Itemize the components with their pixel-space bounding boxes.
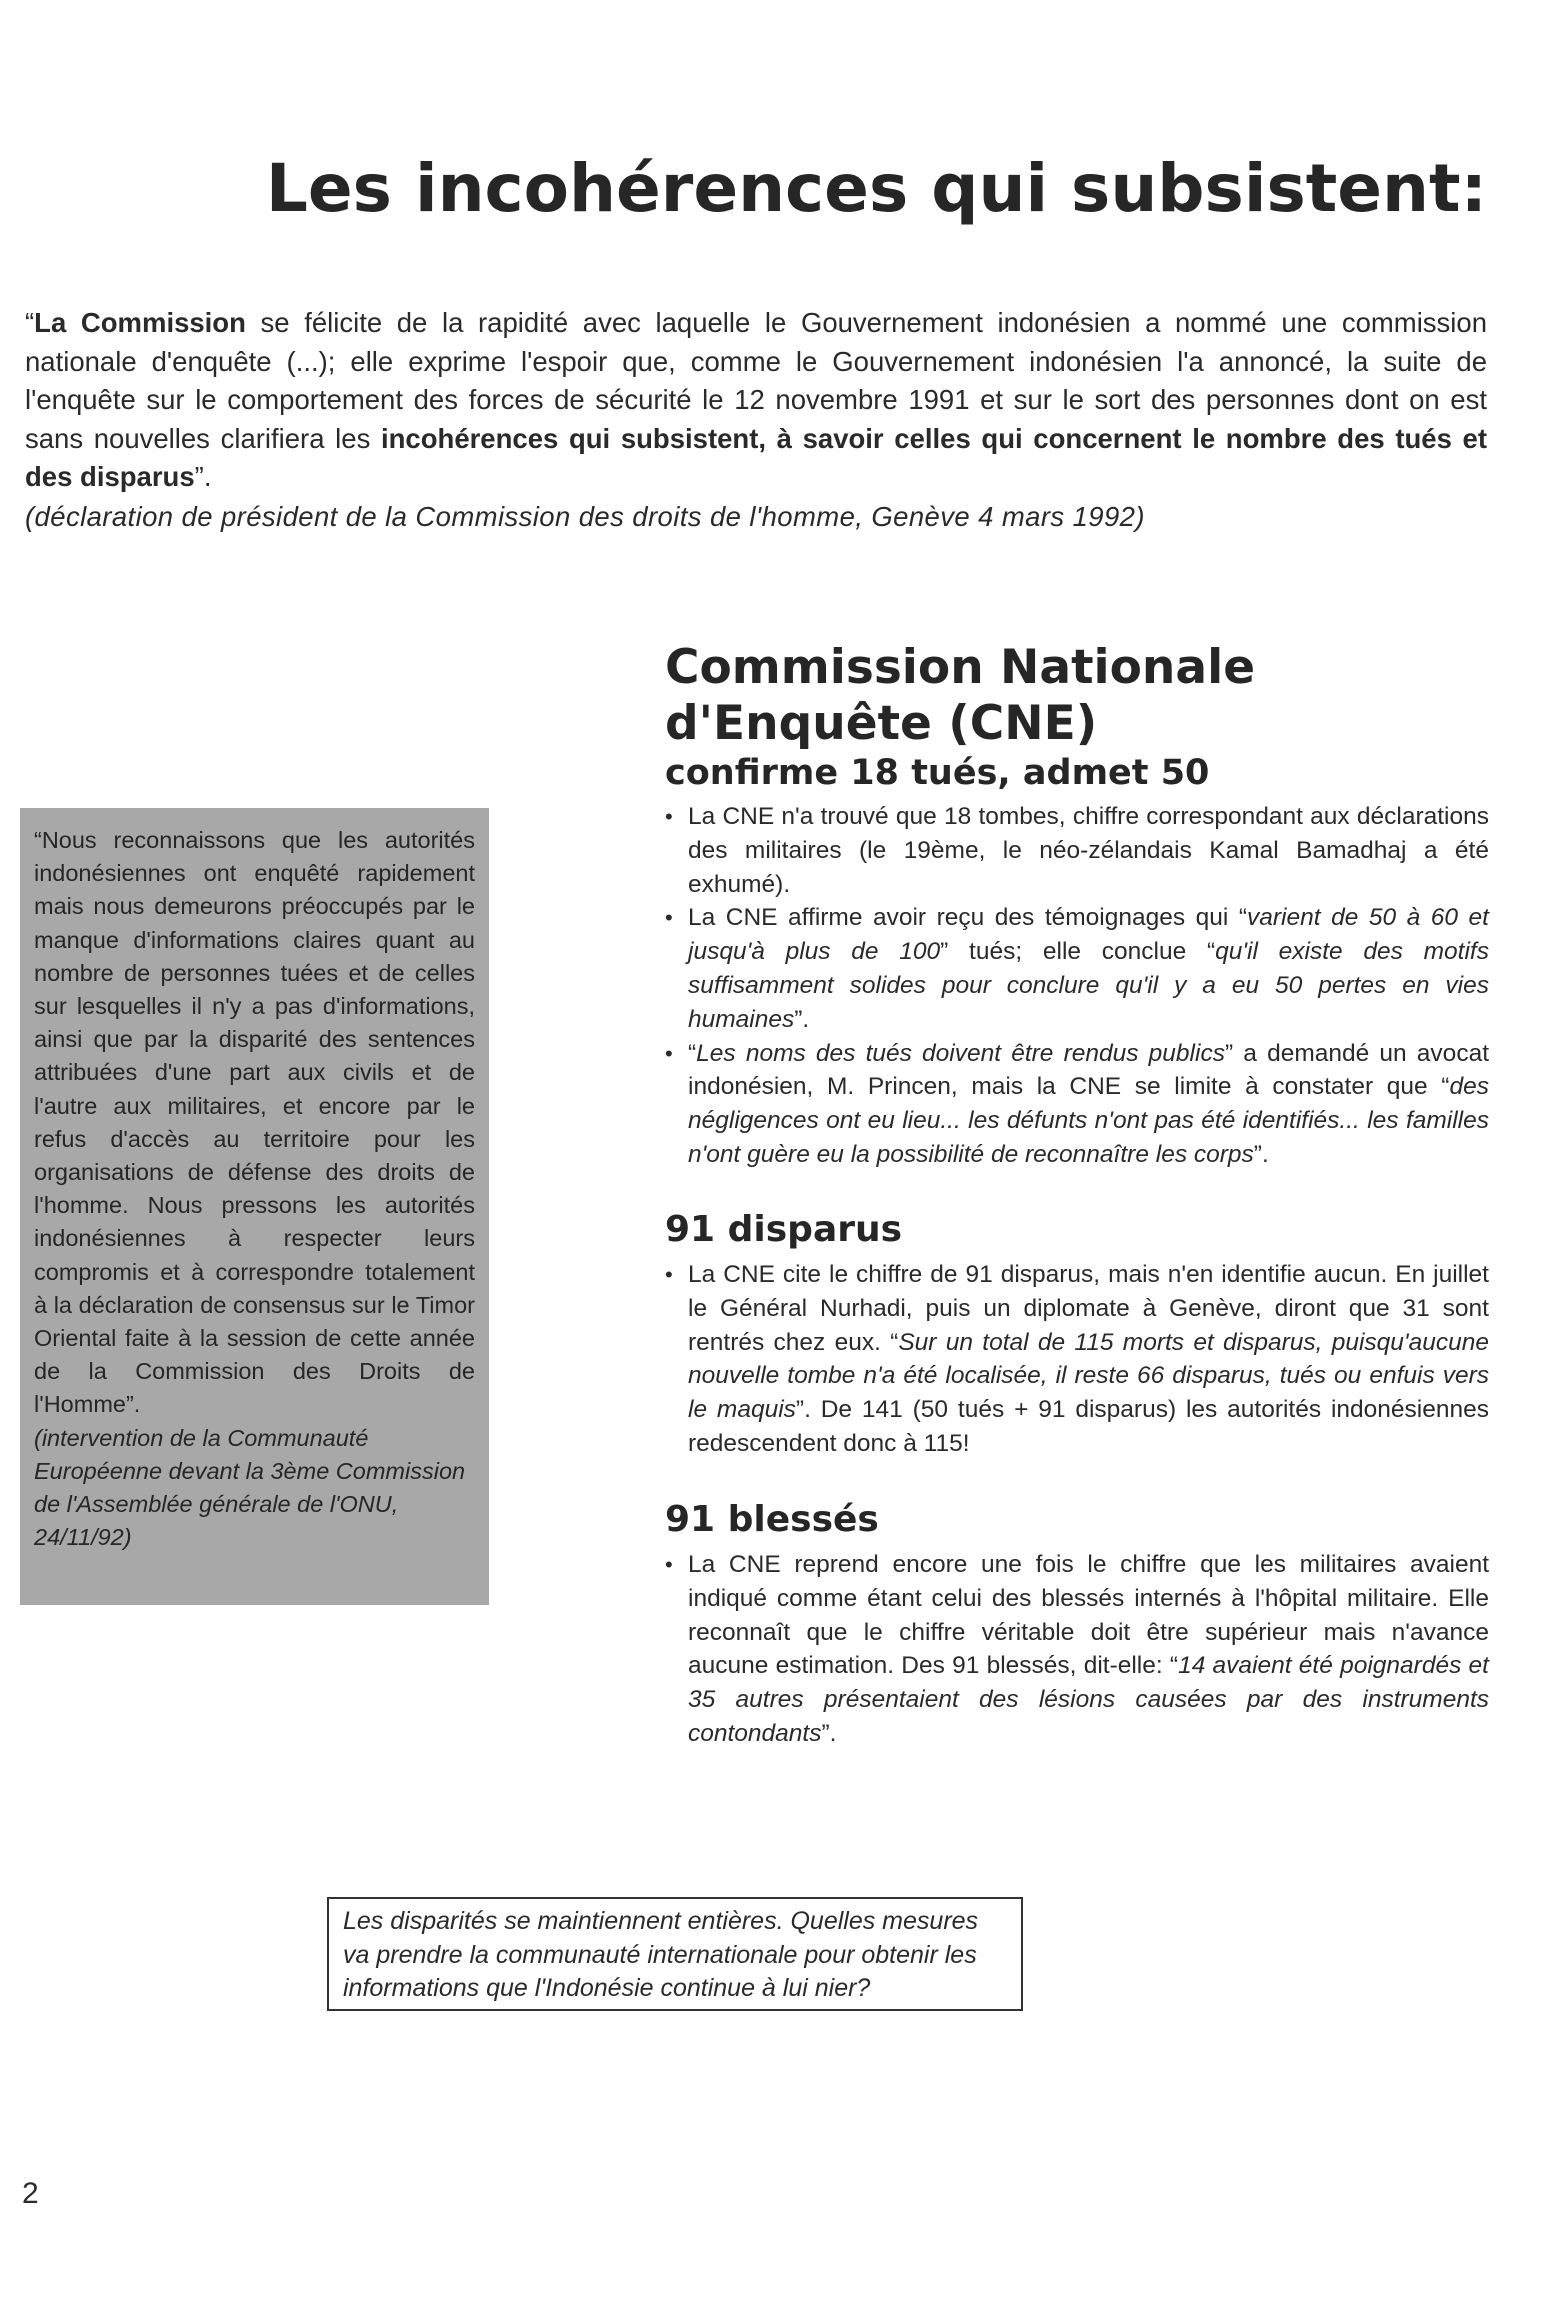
intro-source: (déclaration de président de la Commission des droits de l'homme, Genève 4 mars 1992) <box>25 501 1145 532</box>
list-item: • La CNE reprend encore une fois le chiffre que les militaires avaient indiqué comme étant celui des blessés internés à l'hôpital militaire. Elle reconnaît que le chiffre véritable doit être supérieur mais n'avance aucune estimation. Des 91 blessés, dit-elle: “14 avaient été poignardés et 35 autres présentaient des lésions causées par des instruments contondants”. <box>665 1548 1489 1751</box>
intro-paragraph: “La Commission se félicite de la rapidité avec laquelle le Gouvernement indonésien a nommé une commission nationale d'enquête (...); elle exprime l'espoir que, comme le Gouvernement indonésien l'a annoncé, la suite de l'enquête sur le comportement des forces de sécurité le 12 novembre 1991 et sur le sort des personnes dont on est sans nouvelles clarifiera les incohérences qui subsistent, à savoir celles qui concernent le nombre des tués et des disparus”. <box>25 307 1487 492</box>
disparus-heading: 91 disparus <box>665 1209 903 1250</box>
disparus-bullet-list <box>665 1258 1489 1461</box>
list-item: • La CNE cite le chiffre de 91 disparus, mais n'en identifie aucun. En juillet le Général Nurhadi, puis un diplomate à Genève, diront que 31 sont rentrés chez eux. “Sur un total de 115 morts et disparus, puisqu'aucune nouvelle tombe n'a été localisée, il reste 66 disparus, tués ou enfuis vers le maquis”. De 141 (50 tués + 91 disparus) les autorités indonésiennes redescendent donc à 115! <box>665 1258 1489 1461</box>
blesses-bullet-list <box>665 1548 1489 1751</box>
blesses-heading: 91 blessés <box>665 1499 879 1540</box>
page-title: Les incohérences qui subsistent: <box>265 150 1487 227</box>
list-item: • La CNE n'a trouvé que 18 tombes, chiffre correspondant aux déclarations des militaires (le 19ème, le néo-zélandais Kamal Bamadhaj a été exhumé). <box>665 800 1489 901</box>
page-number: 2 <box>22 2177 39 2210</box>
cne-heading: Commission Nationale d'Enquête (CNE) <box>665 640 1256 751</box>
list-item: • La CNE affirme avoir reçu des témoignages qui “varient de 50 à 60 et jusqu'à plus de 100” tués; elle conclue “qu'il existe des motifs suffisamment solides pour conclure qu'il y a eu 50 pertes en vies humaines”. <box>665 901 1489 1036</box>
cne-subheading: confirme 18 tués, admet 50 <box>665 753 1210 793</box>
intro-bold-lead: La Commission <box>34 307 246 338</box>
closing-note-box: Les disparités se maintiennent entières. Quelles mesures va prendre la communauté internationale pour obtenir les informations que l'Indonésie continue à lui nier? <box>327 1897 1023 2011</box>
cne-bullet-list <box>665 800 1489 1172</box>
sidebar-source: (intervention de la Communauté Européenne devant la 3ème Commission de l'Assemblée générale de l'ONU, 24/11/92) <box>34 1424 466 1551</box>
sidebar-quote-box <box>20 808 489 1605</box>
list-item: • “Les noms des tués doivent être rendus publics” a demandé un avocat indonésien, M. Princen, mais la CNE se limite à constater que “des négligences ont eu lieu... les défunts n'ont pas été identifiés... les familles n'ont guère eu la possibilité de reconnaître les corps”. <box>665 1037 1489 1172</box>
intro-bold-emphasis: incohérences qui subsistent, à savoir celles qui concernent le nombre des tués et des disparus <box>25 422 1487 492</box>
sidebar-quote: “Nous reconnaissons que les autorités indonésiennes ont enquêté rapidement mais nous demeurons préoccupés par le manque d'informations claires quant au nombre de personnes tuées et de celles sur lesquelles il n'y a pas d'informations, ainsi que par la disparité des sentences attribuées d'une part aux civils et de l'autre aux militaires, et encore par le refus d'accès au territoire pour les organisations de défense des droits de l'homme. Nous pressons les autorités indonésiennes à respecter leurs compromis et à correspondre totalement à la déclaration de consensus sur le Timor Oriental faite à la session de cette année de la Commission des Droits de l'Homme”. <box>34 827 475 1418</box>
